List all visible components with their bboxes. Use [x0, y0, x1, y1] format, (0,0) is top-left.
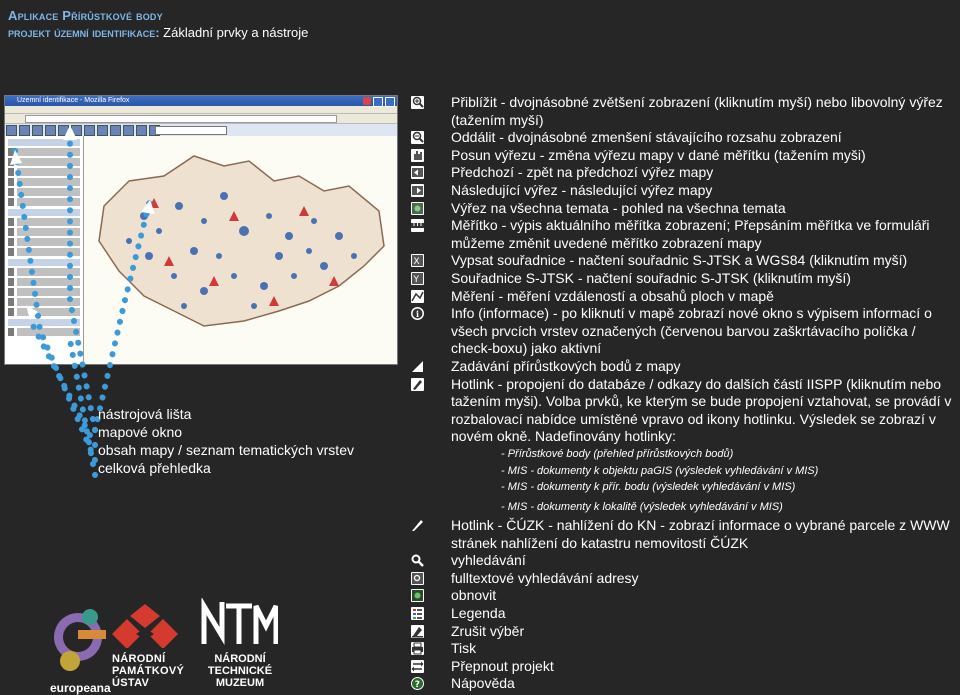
npu-line-1: NÁRODNÍ [112, 653, 166, 665]
callout-toolbar: nástrojová lišta [98, 406, 192, 422]
ntm-line-1: NÁRODNÍ [214, 653, 266, 665]
ntm-line-3: MUZEUM [215, 677, 265, 689]
tool-description: fulltextové vyhledávání adresy [451, 569, 639, 586]
tool-description: Info (informace) - po kliknutí v mapě zobrazí nové okno s výpisem informací o všech prvcích vrstev označených (červenou barvou zaškrtávacího políčka / check-boxu) jako aktivní [451, 305, 932, 357]
tool-item-next [411, 182, 956, 200]
hotlink-option: - MIS - dokumenty k objektu paGIS (výsledek vyhledávání v MIS) [501, 464, 819, 477]
tool-description: Hotlink - propojení do databáze / odkazy do dalších částí IISPP (kliknutím nebo tažením myši). Volba prvků, ke kterým se bude propojení vztahovat, se provádí v rozbalovací nabídce umístěné vpravo od ikony hotlinku. Výsledek se zobrazí v novém okně. Nadefinovány hotlinky: [451, 375, 952, 445]
tool-item-fulltext [411, 570, 956, 588]
tool-list [411, 94, 956, 693]
subtitle-text: Základní prvky a nástroje [159, 25, 309, 40]
page-title: Aplikace Přírůstkové body [8, 8, 163, 23]
tool-item-clear-selection [411, 623, 956, 641]
refresh-icon[interactable] [411, 589, 424, 602]
tool-item-pan [411, 147, 956, 165]
callout-labels [98, 405, 354, 477]
info-icon[interactable] [411, 307, 424, 320]
tool-item-add-point [411, 358, 956, 376]
pan-icon[interactable] [411, 149, 424, 162]
tool-item-hotlink [411, 376, 956, 446]
callout-layer-list: obsah mapy / seznam tematických vrstev [98, 442, 354, 458]
browser-window-title: Územní identifikace - Mozilla Firefox [17, 97, 130, 104]
tool-description: Souřadnice S-JTSK - načtení souřadnic S-JTSK (kliknutím myší) [451, 269, 851, 286]
tool-item-help [411, 675, 956, 693]
tool-description: Přepnout projekt [451, 657, 554, 674]
hotlink-icon[interactable] [411, 378, 424, 391]
tool-description: Zrušit výběr [451, 622, 525, 639]
svg-text:i: i [416, 309, 420, 320]
tool-description: Legenda [451, 605, 506, 622]
add-point-icon[interactable] [411, 360, 424, 373]
tool-item-switch-project [411, 658, 956, 676]
scale-icon[interactable] [411, 219, 424, 232]
hotlink-list [411, 446, 956, 516]
ntm-mark-icon [200, 598, 278, 648]
tool-description: Hotlink - ČÚZK - nahlížení do KN - zobrazí informace o vybrané parcele z WWW stránek nahlížení do katastru nemovitostí ČÚZK [451, 517, 950, 551]
tool-description: Následující výřez - následující výřez mapy [451, 181, 713, 198]
help-icon[interactable] [411, 677, 424, 690]
svg-text:X: X [413, 257, 420, 268]
next-extent-icon[interactable] [411, 184, 424, 197]
tool-item-zoom-out [411, 129, 956, 147]
print-icon[interactable] [411, 642, 424, 655]
tool-item-previous [411, 164, 956, 182]
search-icon[interactable] [411, 554, 424, 567]
zoom-in-icon[interactable] [411, 96, 424, 109]
npu-mark-icon [112, 604, 178, 648]
npu-line-2: PAMÁTKOVÝ [112, 665, 185, 677]
tool-description: Tisk [451, 640, 477, 657]
zoom-out-icon[interactable] [411, 131, 424, 144]
hotlink-option: - MIS - dokumenty k přír. bodu (výsledek vyhledávání v MIS) [501, 481, 796, 494]
ntm-logo [200, 598, 280, 689]
switch-project-icon[interactable] [411, 660, 424, 673]
full-extent-icon[interactable] [411, 202, 424, 215]
tool-description: Předchozí - zpět na předchozí výřez mapy [451, 164, 714, 181]
tool-item-wgs84 [411, 252, 956, 270]
tool-item-full-extent [411, 200, 956, 218]
tool-item-sjtsk [411, 270, 956, 288]
npu-line-3: ÚSTAV [112, 677, 150, 689]
hotlink-option: - Přírůstkové body (přehled přírůstkových bodů) [501, 447, 734, 460]
svg-text:Y: Y [413, 274, 419, 285]
tool-description: Měření - měření vzdáleností a obsahů ploch v mapě [451, 287, 774, 304]
tool-item-cuzk-hotlink [411, 517, 956, 552]
tool-description: Výřez na všechna temata - pohled na všechna temata [451, 199, 786, 216]
svg-text:?: ? [414, 680, 421, 691]
npu-text [112, 653, 202, 689]
tool-description: Nápověda [451, 675, 515, 692]
sjtsk-coordinates-icon[interactable] [411, 272, 424, 285]
hotlink-option: - MIS - dokumenty k lokalitě (výsledek vyhledávání v MIS) [501, 501, 783, 514]
tool-description: obnovit [451, 587, 497, 604]
europeana-logo [50, 603, 110, 693]
tool-description: Měřítko - výpis aktuálního měřítka zobrazení; Přepsáním měřítka ve formuláři můžeme změnit uvedené měřítko zobrazení mapy [451, 217, 930, 251]
tool-description: Oddálit - dvojnásobné zmenšení stávajícího rozsahu zobrazení [451, 129, 842, 146]
callout-overview: celková přehledka [98, 460, 211, 476]
fulltext-search-icon[interactable] [411, 572, 424, 585]
clear-selection-icon[interactable] [411, 625, 424, 638]
previous-extent-icon[interactable] [411, 166, 424, 179]
tool-description: Posun výřezu - změna výřezu mapy v dané měřítku (tažením myši) [451, 146, 866, 163]
ntm-line-2: TECHNICKÉ [207, 665, 273, 677]
tool-description: Zadávání přírůstkových bodů z mapy [451, 357, 681, 374]
tool-item-legend [411, 605, 956, 623]
tool-item-print [411, 640, 956, 658]
tool-description: Vypsat souřadnice - načtení souřadnic S-JTSK a WGS84 (kliknutím myší) [451, 252, 908, 269]
ntm-text [200, 653, 280, 689]
legend-icon[interactable] [411, 607, 424, 620]
tool-item-refresh [411, 587, 956, 605]
tool-item-info [411, 305, 956, 358]
europeana-mark-icon [50, 603, 110, 678]
tool-item-zoom-in [411, 94, 956, 129]
tool-item-measure [411, 288, 956, 306]
tool-description: Přiblížit - dvojnásobné zvětšení zobrazení (kliknutím myší) nebo libovolný výřez (tažením myší) [451, 94, 943, 128]
callout-map-window: mapové okno [98, 424, 183, 440]
wgs84-coordinates-icon[interactable] [411, 254, 424, 267]
europeana-text: europeana [50, 681, 111, 695]
tool-description: vyhledávání [451, 552, 526, 569]
tool-item-search [411, 552, 956, 570]
npu-logo [112, 604, 202, 689]
tool-item-scale [411, 217, 956, 252]
cuzk-hotlink-icon[interactable] [411, 519, 424, 532]
subtitle-prefix: projekt územní identifikace: [8, 25, 160, 40]
measure-icon[interactable] [411, 290, 424, 303]
